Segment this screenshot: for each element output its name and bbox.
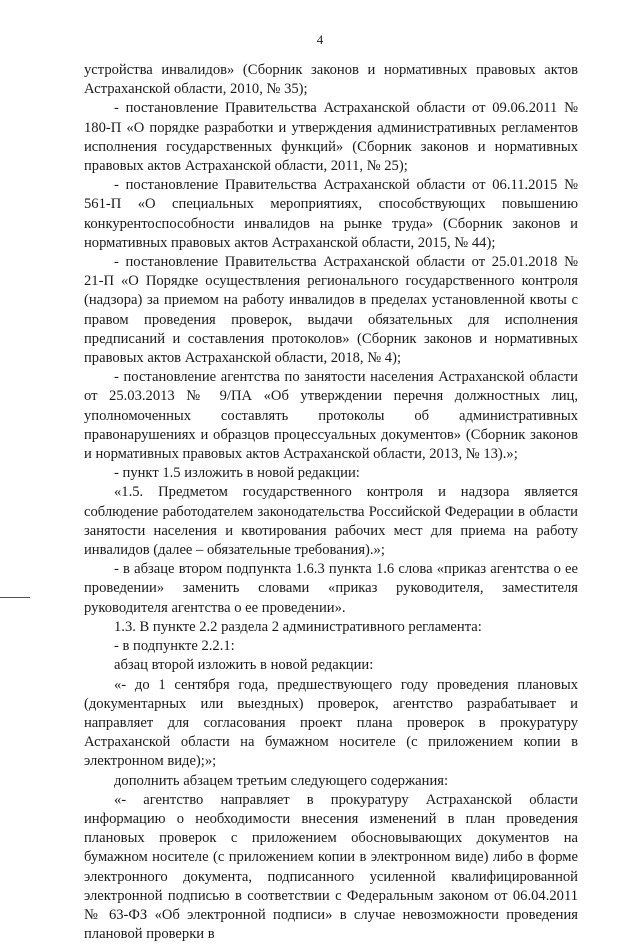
paragraph-point-1-5-intro: - пункт 1.5 изложить в новой редакции: (114, 465, 360, 482)
paragraph-resolution-561p: - постановление Правительства Астраханской области от 06.11.2015 № 561-П «О специальных мероприятиях, способствующих повышению конкурентоспособности инвалидов на рынке труда» (Сборник законов и нормативных правовых актов Астраханской области, 2015, № 44); (84, 177, 578, 251)
paragraph-continuation: устройства инвалидов» (Сборник законов и нормативных правовых актов Астраханской области, 2010, № 35); (84, 62, 578, 98)
paragraph-resolution-180p: - постановление Правительства Астраханской области от 09.06.2011 № 180-П «О порядке разработки и утверждения административных регламентов исполнения государственных функций» (Сборник законов и нормативных правовых актов Астраханской области, 2011, № 25); (84, 100, 578, 175)
document-body (84, 61, 578, 944)
paragraph-third-abzac-text: «- агентство направляет в прокуратуру Астраханской области информацию о необходимости внесения изменений в план проведения плановых проверок с приложением обосновывающих документов на бумажном носителе (с приложением копии в электронном виде) либо в форме электронного документа, подписанного усиленной квалифицированной электронной подписью в соответствии с Федеральным законом от 06.04.2011 № 63-ФЗ «Об электронной подписи» в случае невозможности проведения плановой проверки в (84, 791, 578, 943)
scan-margin-mark (0, 597, 30, 598)
paragraph-second-abzac-intro: абзац второй изложить в новой редакции: (114, 657, 374, 674)
paragraph-second-abzac-text: «- до 1 сентября года, предшествующего году проведения плановых (документарных или выездных) проверок, агентство разрабатывает и направляет для согласования проект плана проверок в прокуратуру Астраханской области на бумажном носителе (с приложением копии в электронном виде);»; (84, 676, 578, 770)
paragraph-subpoint-2-2-1: - в подпункте 2.2.1: (114, 638, 235, 655)
paragraph-section-1-3: 1.3. В пункте 2.2 раздела 2 административного регламента: (114, 618, 482, 635)
paragraph-point-1-5-text: «1.5. Предметом государственного контроля и надзора является соблюдение работодателем законодательства Российской Федерации в области занятости населения и квотирования рабочих мест для приема на работу инвалидов (далее – обязательные требования).»; (84, 484, 578, 559)
page-number: 4 (316, 32, 324, 47)
paragraph-agency-resolution-9pa: - постановление агентства по занятости населения Астраханской области от 25.03.2013 № 9/ПА «Об утверждении перечня должностных лиц, уполномоченных составлять протоколы об административных правонарушениях и образцов процессуальных документов» (Сборник законов и нормативных правовых актов Астраханской области, 2013, № 13).»; (84, 369, 578, 463)
paragraph-subpoint-1-6-3: - в абзаце втором подпункта 1.6.3 пункта 1.6 слова «приказ агентства о ее проведении» заменить словами «приказ руководителя, заместителя руководителя агентства о ее проведении». (84, 561, 578, 616)
paragraph-third-abzac-intro: дополнить абзацем третьим следующего содержания: (114, 772, 449, 789)
paragraph-resolution-21p: - постановление Правительства Астраханской области от 25.01.2018 № 21-П «О Порядке осуществления регионального государственного контроля (надзора) за приемом на работу инвалидов в пределах установленной квоты с правом проведения проверок, выдачи обязательных для исполнения предписаний и составления протоколов» (Сборник законов и нормативных правовых актов Астраханской области, 2018, № 4); (84, 254, 578, 367)
